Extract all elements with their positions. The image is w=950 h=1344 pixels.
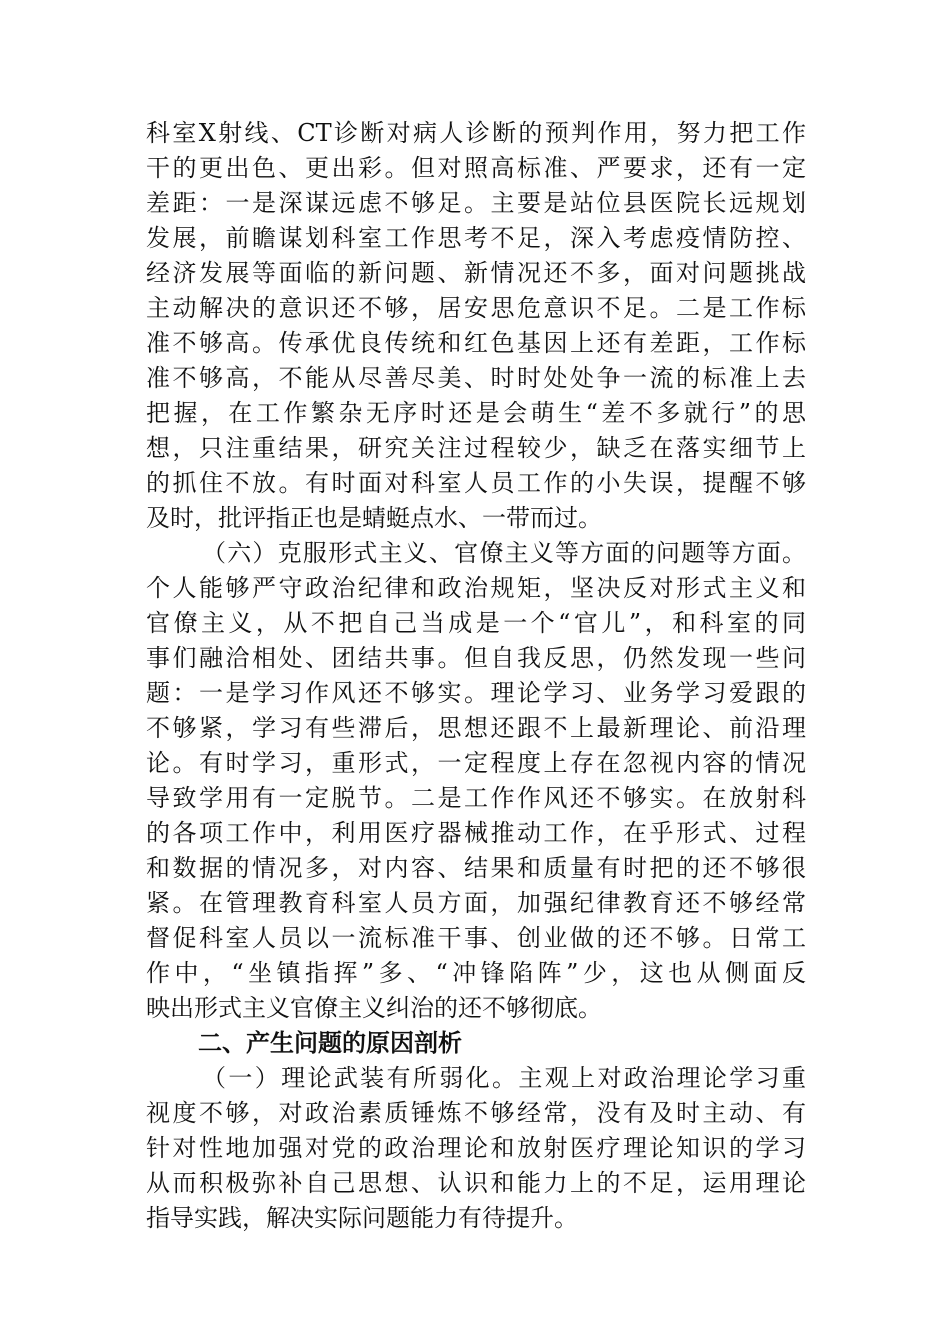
text-line: 指导实践，解决实际问题能力有待提升。 xyxy=(146,1204,578,1232)
text-line: 主动解决的意识还不够，居安思危意识不足。二是工作标 xyxy=(146,294,806,322)
text-line: 及时，批评指正也是蜻蜓点水、一带而过。 xyxy=(146,504,602,532)
text-line: 和数据的情况多，对内容、结果和质量有时把的还不够很 xyxy=(146,854,806,882)
text-line: 映出形式主义官僚主义纠治的还不够彻底。 xyxy=(146,994,602,1022)
text-line: 个人能够严守政治纪律和政治规矩，坚决反对形式主义和 xyxy=(146,574,806,602)
text-line: 紧。在管理教育科室人员方面，加强纪律教育还不够经常 xyxy=(146,889,806,917)
text-line: 事们融洽相处、团结共事。但自我反思，仍然发现一些问 xyxy=(146,644,806,672)
text-line: 准不够高。传承优良传统和红色基因上还有差距，工作标 xyxy=(146,329,806,357)
text-line: 视度不够，对政治素质锤炼不够经常，没有及时主动、有 xyxy=(146,1099,806,1127)
text-line: 经济发展等面临的新问题、新情况还不多，面对问题挑战 xyxy=(146,259,806,287)
text-line: 准不够高，不能从尽善尽美、时时处处争一流的标准上去 xyxy=(146,364,806,392)
text-line: 把握，在工作繁杂无序时还是会萌生“差不多就行”的思 xyxy=(146,399,806,427)
section-six-heading-line: （六）克服形式主义、官僚主义等方面的问题等方面。 xyxy=(202,539,806,567)
text-line: 差距：一是深谋远虑不够足。主要是站位县医院长远规划 xyxy=(146,189,806,217)
text-line: 干的更出色、更出彩。但对照高标准、严要求，还有一定 xyxy=(146,154,806,182)
text-line: 作中，“坐镇指挥”多、“冲锋陷阵”少，这也从侧面反 xyxy=(146,959,806,987)
text-line: 从而积极弥补自己思想、认识和能力上的不足，运用理论 xyxy=(146,1169,806,1197)
text-line: 论。有时学习，重形式，一定程度上存在忽视内容的情况 xyxy=(146,749,806,777)
text-line: 科室X射线、CT诊断对病人诊断的预判作用，努力把工作 xyxy=(146,119,806,147)
text-line: 不够紧，学习有些滞后，思想还跟不上最新理论、前沿理 xyxy=(146,714,806,742)
text-line: 督促科室人员以一流标准干事、创业做的还不够。日常工 xyxy=(146,924,806,952)
text-line: 导致学用有一定脱节。二是工作作风还不够实。在放射科 xyxy=(146,784,806,812)
section-heading: 二、产生问题的原因剖析 xyxy=(198,1029,462,1057)
text-line: 官僚主义，从不把自己当成是一个“官儿”，和科室的同 xyxy=(146,609,806,637)
subsection-one-line: （一）理论武装有所弱化。主观上对政治理论学习重 xyxy=(202,1064,806,1092)
text-line: 想，只注重结果，研究关注过程较少，缺乏在落实细节上 xyxy=(146,434,806,462)
text-line: 的各项工作中，利用医疗器械推动工作，在乎形式、过程 xyxy=(146,819,806,847)
text-line: 的抓住不放。有时面对科室人员工作的小失误，提醒不够 xyxy=(146,469,806,497)
text-line: 发展，前瞻谋划科室工作思考不足，深入考虑疫情防控、 xyxy=(146,224,806,252)
body-text xyxy=(146,116,806,1236)
text-line: 题：一是学习作风还不够实。理论学习、业务学习爱跟的 xyxy=(146,679,806,707)
text-line: 针对性地加强对党的政治理论和放射医疗理论知识的学习 xyxy=(146,1134,806,1162)
